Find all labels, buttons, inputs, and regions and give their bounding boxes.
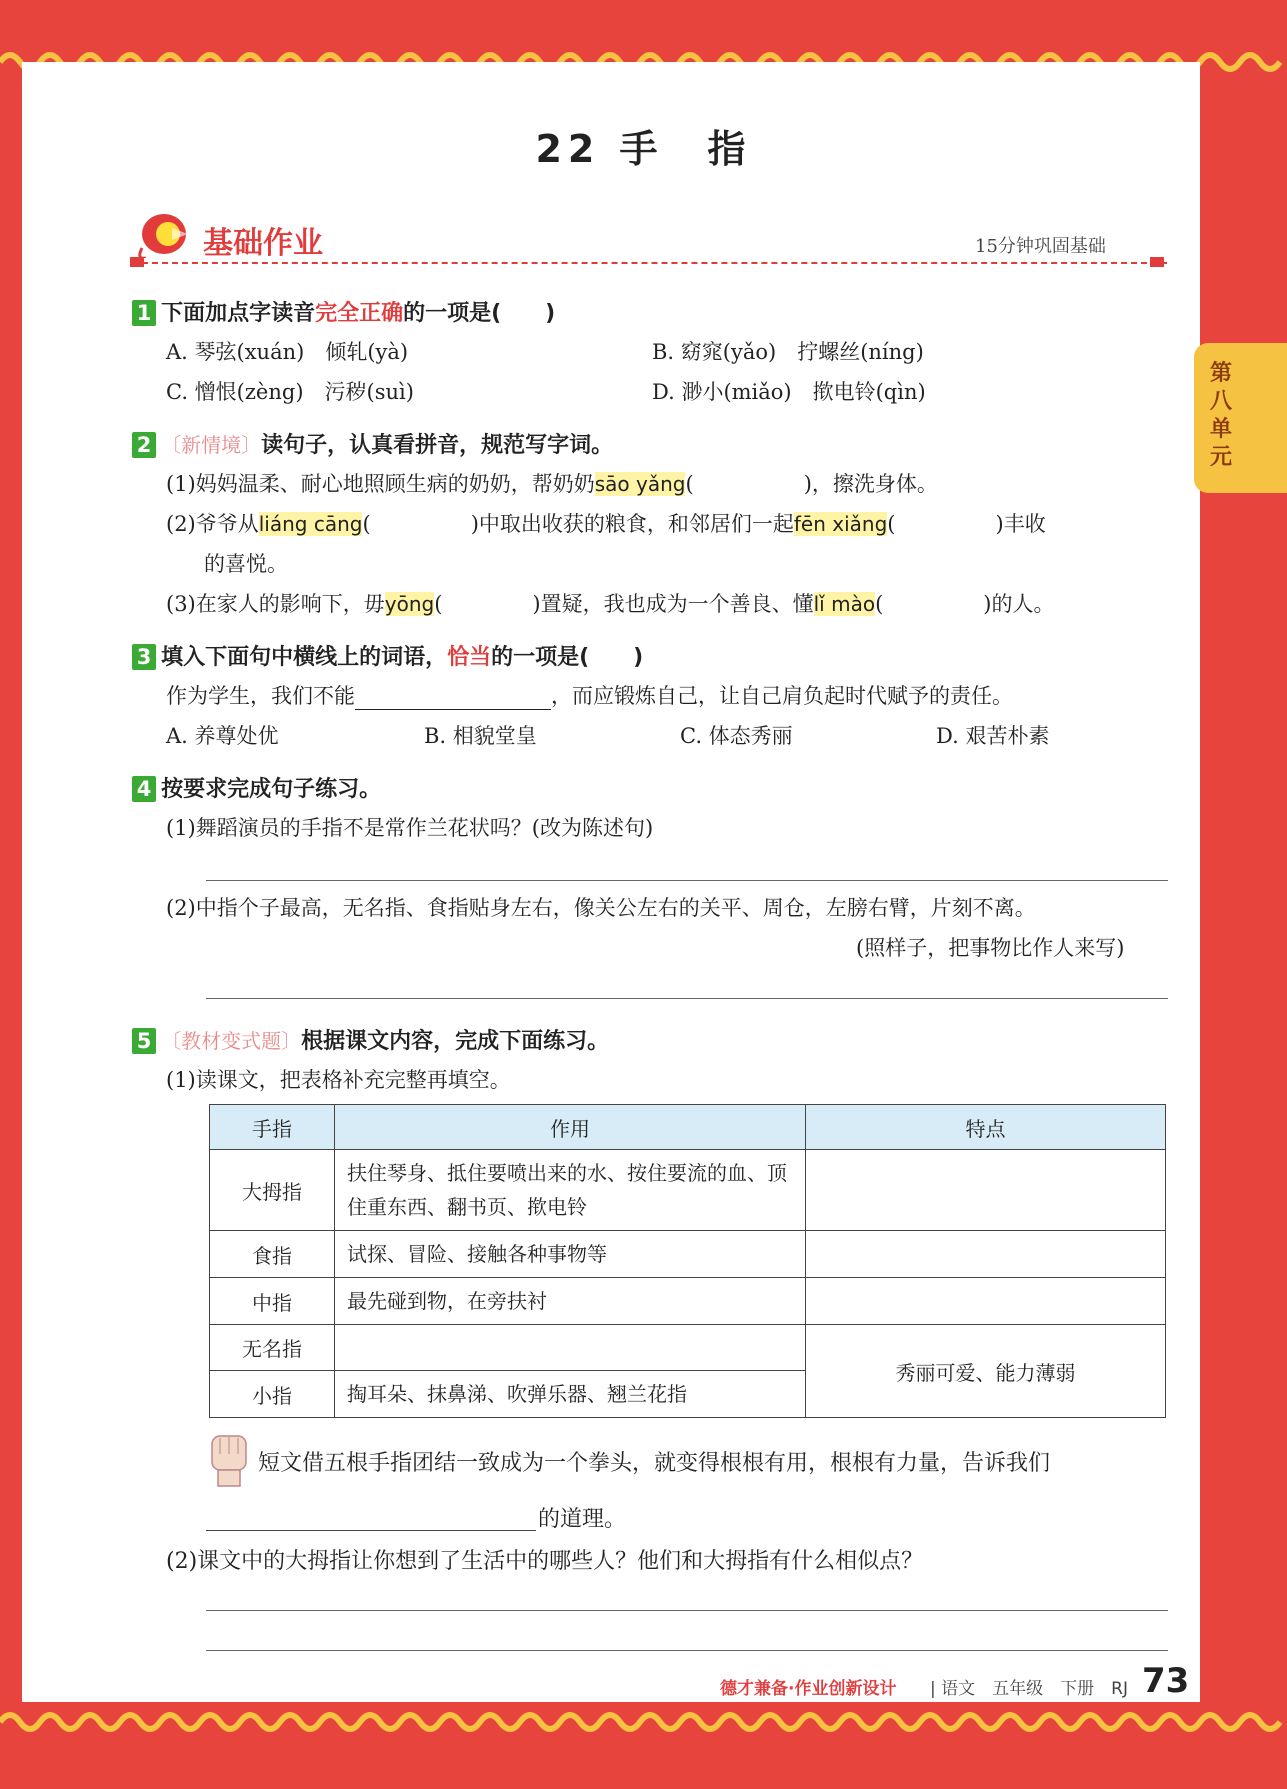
section-title: 基础作业 — [203, 226, 323, 261]
use-cell: 掏耳朵、抹鼻涕、吹弹乐器、翘兰花指 — [335, 1371, 806, 1418]
answer-blank[interactable] — [896, 516, 996, 538]
question-1-header — [132, 296, 555, 327]
summary-text: 短文借五根手指团结一致成为一个拳头，就变得根根有用，根根有力量，告诉我们 — [258, 1451, 1051, 1476]
q3-option-b[interactable]: B. 相貌堂皇 — [424, 724, 537, 748]
use-cell[interactable] — [335, 1325, 806, 1371]
question-2-header — [132, 428, 613, 459]
section-divider — [132, 262, 1167, 264]
question-text: 填入下面句中横线上的词语，恰当的一项是( ) — [161, 645, 644, 670]
question-number: 1 — [132, 300, 156, 326]
q2-sentence-1: (1)妈妈温柔、耐心地照顾生病的奶奶，帮奶奶sāo yǎng( )，擦洗身体。 — [166, 472, 938, 496]
footer-meta: | 语文 五年级 下册 RJ — [930, 1679, 1128, 1699]
page-number: 73 — [1142, 1661, 1190, 1701]
q4-item-1: (1)舞蹈演员的手指不是常作兰花状吗？(改为陈述句) — [166, 816, 654, 840]
table-row — [210, 1278, 1166, 1325]
finger-cell: 食指 — [210, 1231, 335, 1278]
bottom-wavy-border — [0, 1704, 1287, 1744]
q3-option-d[interactable]: D. 艰苦朴素 — [936, 724, 1050, 748]
alarm-clock-icon — [132, 208, 192, 258]
q2-sentence-2-cont: 的喜悦。 — [204, 552, 288, 576]
answer-line[interactable] — [206, 998, 1168, 999]
answer-line[interactable] — [206, 1650, 1168, 1651]
divider-cap-left — [130, 257, 144, 267]
question-text: 读句子，认真看拼音，规范写字词。 — [261, 433, 614, 458]
question-3-header — [132, 640, 643, 671]
use-cell: 最先碰到物，在旁扶衬 — [335, 1278, 806, 1325]
page-title: 22 手 指 — [535, 127, 752, 171]
section-subtitle: 15分钟巩固基础 — [975, 236, 1106, 257]
trait-cell[interactable] — [806, 1231, 1166, 1278]
use-cell: 试探、冒险、接触各种事物等 — [335, 1231, 806, 1278]
use-cell: 扶住琴身、抵住要喷出来的水、按住要流的血、顶住重东西、翻书页、揿电铃 — [335, 1150, 806, 1231]
finger-table — [209, 1104, 1166, 1418]
q3-sentence: 作为学生，我们不能 ，而应锻炼自己，让自己肩负起时代赋予的责任。 — [166, 684, 1013, 708]
q5-part-1: (1)读课文，把表格补充完整再填空。 — [166, 1068, 511, 1092]
fist-icon — [204, 1430, 254, 1490]
answer-blank[interactable] — [694, 476, 804, 498]
divider-cap-right — [1150, 257, 1164, 267]
option-d[interactable]: D. 渺小(miǎo) 揿电铃(qìn) — [652, 380, 926, 404]
summary-text-end: 的道理。 — [538, 1507, 627, 1532]
option-b[interactable]: B. 窈窕(yǎo) 拧螺丝(níng) — [652, 340, 924, 364]
question-text: 下面加点字读音完全正确的一项是( ) — [161, 301, 556, 326]
trait-cell[interactable] — [806, 1278, 1166, 1325]
table-header: 特点 — [806, 1105, 1166, 1150]
unit-side-label: 第 八 单 元 — [1209, 361, 1232, 470]
answer-blank[interactable] — [371, 516, 471, 538]
finger-cell: 无名指 — [210, 1325, 335, 1371]
table-header: 作用 — [335, 1105, 806, 1150]
table-row — [210, 1150, 1166, 1231]
answer-blank[interactable] — [206, 1502, 536, 1531]
question-text: 按要求完成句子练习。 — [161, 777, 382, 802]
answer-blank[interactable] — [355, 687, 551, 710]
question-4-header — [132, 772, 381, 803]
question-number: 2 — [132, 432, 156, 458]
finger-cell: 大拇指 — [210, 1150, 335, 1231]
q2-sentence-2: (2)爷爷从liáng cāng( )中取出收获的粮食，和邻居们一起fēn xiǎng( )丰收 — [166, 512, 1046, 536]
answer-line[interactable] — [206, 880, 1168, 881]
answer-line[interactable] — [206, 1610, 1168, 1611]
q5-part-2: (2)课文中的大拇指让你想到了生活中的哪些人？他们和大拇指有什么相似点？ — [166, 1549, 924, 1574]
option-c[interactable]: C. 憎恨(zèng) 污秽(suì) — [166, 380, 414, 404]
question-tag: 〔新情境〕 — [161, 433, 262, 457]
finger-cell: 中指 — [210, 1278, 335, 1325]
table-header: 手指 — [210, 1105, 335, 1150]
question-5-header — [132, 1024, 609, 1055]
q4-item-2: (2)中指个子最高，无名指、食指贴身左右，像关公左右的关平、周仓，左膀右臂，片刻不离。 — [166, 896, 1036, 920]
question-text: 根据课文内容，完成下面练习。 — [301, 1029, 610, 1054]
answer-blank[interactable] — [883, 596, 983, 618]
question-number: 3 — [132, 644, 156, 670]
trait-cell[interactable] — [806, 1150, 1166, 1231]
question-number: 4 — [132, 776, 156, 802]
q3-option-c[interactable]: C. 体态秀丽 — [680, 724, 793, 748]
q3-option-a[interactable]: A. 养尊处优 — [166, 724, 279, 748]
trait-cell: 秀丽可爱、能力薄弱 — [806, 1325, 1166, 1418]
question-number: 5 — [132, 1028, 156, 1054]
table-row — [210, 1325, 1166, 1371]
answer-blank[interactable] — [442, 596, 532, 618]
table-row — [210, 1231, 1166, 1278]
table-header-row — [210, 1105, 1166, 1150]
footer-brand: 德才兼备·作业创新设计 — [720, 1679, 897, 1699]
finger-cell: 小指 — [210, 1371, 335, 1418]
question-tag: 〔教材变式题〕 — [161, 1029, 302, 1053]
q4-item-2-requirement: (照样子，把事物比作人来写) — [856, 936, 1125, 960]
option-a[interactable]: A. 琴弦(xuán) 倾轧(yà) — [166, 340, 409, 364]
q2-sentence-3: (3)在家人的影响下，毋yōng( )置疑，我也成为一个善良、懂lǐ mào( )的人。 — [166, 592, 1055, 616]
